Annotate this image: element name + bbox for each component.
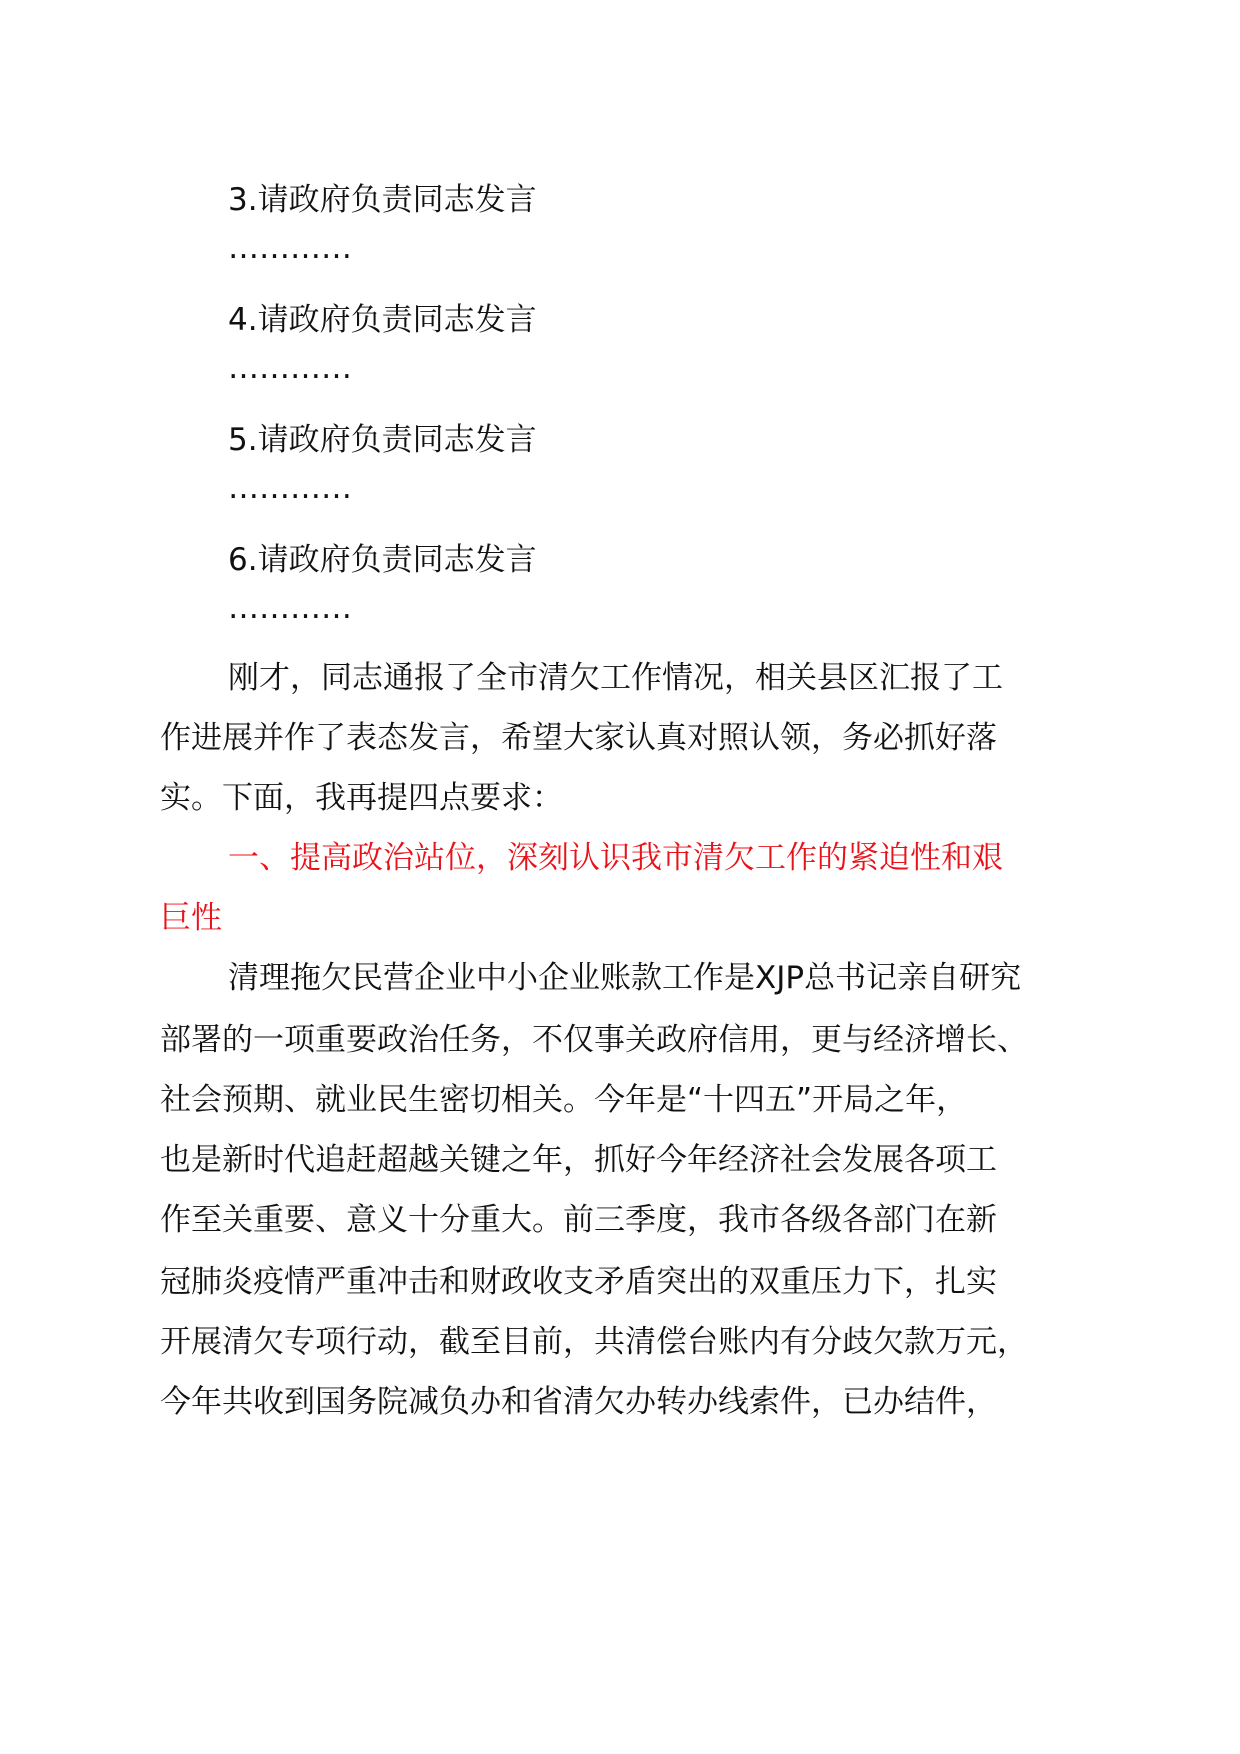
item-3-title: 3.请政府负责同志发言 xyxy=(228,182,537,218)
item-5-title: 5.请政府负责同志发言 xyxy=(228,422,537,458)
item-4-dots: ………… xyxy=(228,350,352,386)
item-6-title: 6.请政府负责同志发言 xyxy=(228,542,537,578)
body-line-4: 也是新时代追赶超越关键之年，抓好今年经济社会发展各项工 xyxy=(160,1142,997,1178)
section-heading-line-2: 巨性 xyxy=(160,900,222,936)
body-line-6: 冠肺炎疫情严重冲击和财政收支矛盾突出的双重压力下，扎实 xyxy=(160,1264,997,1300)
item-5-dots: ………… xyxy=(228,470,352,506)
intro-line-1: 刚才，同志通报了全市清欠工作情况，相关县区汇报了工 xyxy=(228,660,1003,696)
body-line-8: 今年共收到国务院减负办和省清欠办转办线索件，已办结件， xyxy=(160,1384,997,1420)
section-heading-line-1: 一、提高政治站位，深刻认识我市清欠工作的紧迫性和艰 xyxy=(228,840,1003,876)
intro-line-2: 作进展并作了表态发言，希望大家认真对照认领，务必抓好落 xyxy=(160,720,997,756)
item-3-dots: ………… xyxy=(228,230,352,266)
intro-line-3: 实。下面，我再提四点要求： xyxy=(160,780,563,816)
body-line-2: 部署的一项重要政治任务，不仅事关政府信用，更与经济增长、 xyxy=(160,1022,1028,1058)
body-line-7: 开展清欠专项行动，截至目前，共清偿台账内有分歧欠款万元， xyxy=(160,1324,1028,1360)
body-line-1: 清理拖欠民营企业中小企业账款工作是XJP总书记亲自研究 xyxy=(228,960,1022,996)
body-line-5: 作至关重要、意义十分重大。前三季度，我市各级各部门在新 xyxy=(160,1202,997,1238)
item-4-title: 4.请政府负责同志发言 xyxy=(228,302,537,338)
item-6-dots: ………… xyxy=(228,590,352,626)
body-line-3: 社会预期、就业民生密切相关。今年是“十四五”开局之年， xyxy=(160,1082,968,1118)
